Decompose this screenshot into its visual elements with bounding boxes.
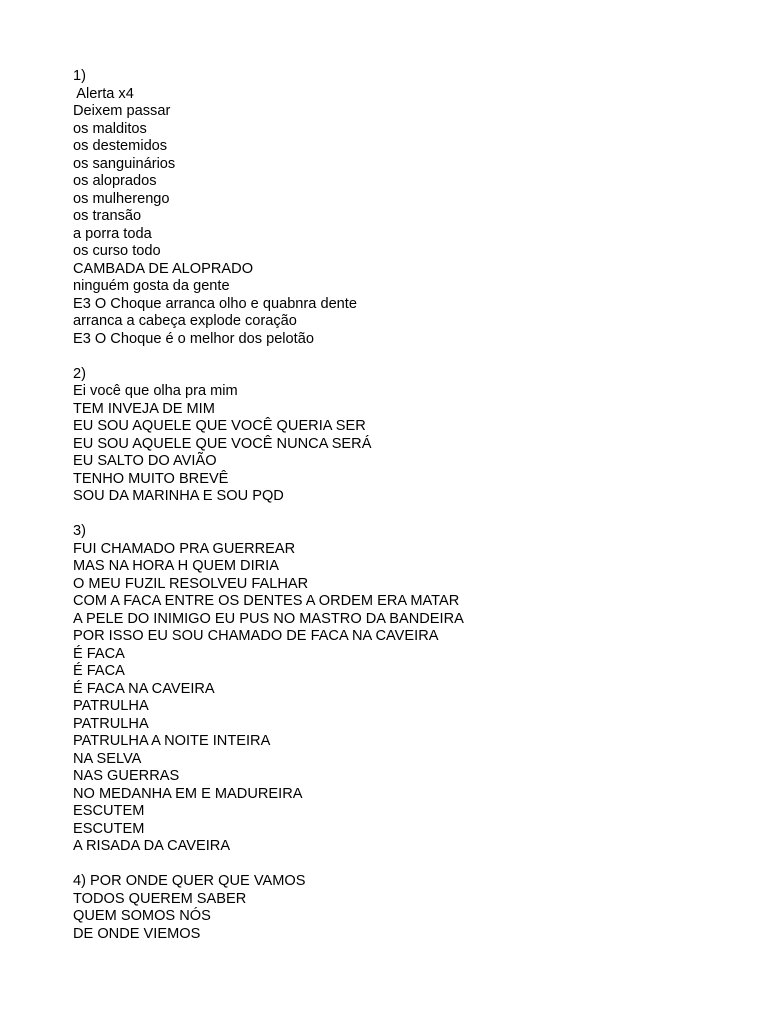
text-line: PATRULHA xyxy=(73,698,149,714)
text-line: os destemidos xyxy=(73,138,168,154)
text-line: EU SOU AQUELE QUE VOCÊ NUNCA SERÁ xyxy=(73,435,372,452)
text-line: TODOS QUEREM SABER xyxy=(73,890,247,907)
text-line: MAS NA HORA H QUEM DIRIA xyxy=(73,558,279,574)
text-line: 2) xyxy=(73,365,86,382)
text-line: EU SOU AQUELE QUE VOCÊ QUERIA SER xyxy=(73,418,366,434)
lyrics-section-1 xyxy=(73,68,753,348)
text-line: DE ONDE VIEMOS xyxy=(73,925,201,942)
text-line: EU SALTO DO AVIÃO xyxy=(73,453,217,469)
text-line: Deixem passar xyxy=(73,103,171,119)
text-line: os sanguinários xyxy=(73,155,176,172)
text-line: 4) POR ONDE QUER QUE VAMOS xyxy=(73,873,306,889)
text-line: SOU DA MARINHA E SOU PQD xyxy=(73,488,284,504)
text-line: E3 O Choque arranca olho e quabnra dente xyxy=(73,295,357,312)
text-line: FUI CHAMADO PRA GUERREAR xyxy=(73,540,296,557)
text-line: Alerta x4 xyxy=(73,85,134,102)
text-line: TEM INVEJA DE MIM xyxy=(73,400,215,417)
text-line: Ei você que olha pra mim xyxy=(73,383,238,399)
text-line: a porra toda xyxy=(73,225,152,242)
lyrics-section-2 xyxy=(73,366,753,506)
text-line: NAS GUERRAS xyxy=(73,768,180,784)
blank-line xyxy=(73,348,753,366)
text-line: PATRULHA xyxy=(73,715,149,732)
text-line: O MEU FUZIL RESOLVEU FALHAR xyxy=(73,575,309,592)
text-line: ESCUTEM xyxy=(73,803,145,819)
text-line: QUEM SOMOS NÓS xyxy=(73,908,211,924)
text-line: ESCUTEM xyxy=(73,820,145,837)
text-line: ninguém gosta da gente xyxy=(73,278,230,294)
text-line: A PELE DO INIMIGO EU PUS NO MASTRO DA BANDEIRA xyxy=(73,610,464,627)
blank-line xyxy=(73,856,753,874)
text-line: CAMBADA DE ALOPRADO xyxy=(73,260,254,277)
text-line: 3) xyxy=(73,523,86,539)
blank-line xyxy=(73,506,753,524)
text-line: E3 O Choque é o melhor dos pelotão xyxy=(73,330,314,347)
text-line: arranca a cabeça explode coração xyxy=(73,313,297,329)
document-page xyxy=(73,68,753,943)
text-line: É FACA xyxy=(73,645,125,662)
text-line: NO MEDANHA EM E MADUREIRA xyxy=(73,785,303,802)
text-line: os transão xyxy=(73,208,142,224)
text-line: os mulherengo xyxy=(73,190,170,207)
text-line: POR ISSO EU SOU CHAMADO DE FACA NA CAVEIRA xyxy=(73,628,439,644)
lyrics-section-4 xyxy=(73,873,753,943)
text-line: A RISADA DA CAVEIRA xyxy=(73,838,231,854)
text-line: os aloprados xyxy=(73,173,157,189)
text-line: 1) xyxy=(73,68,86,84)
text-line: os curso todo xyxy=(73,243,161,259)
text-line: É FACA xyxy=(73,663,125,679)
lyrics-section-3 xyxy=(73,523,753,856)
text-line: É FACA NA CAVEIRA xyxy=(73,680,215,697)
text-line: PATRULHA A NOITE INTEIRA xyxy=(73,733,271,749)
text-line: TENHO MUITO BREVÊ xyxy=(73,470,229,487)
text-line: COM A FACA ENTRE OS DENTES A ORDEM ERA MATAR xyxy=(73,593,460,609)
text-line: os malditos xyxy=(73,120,147,137)
text-line: NA SELVA xyxy=(73,750,142,767)
